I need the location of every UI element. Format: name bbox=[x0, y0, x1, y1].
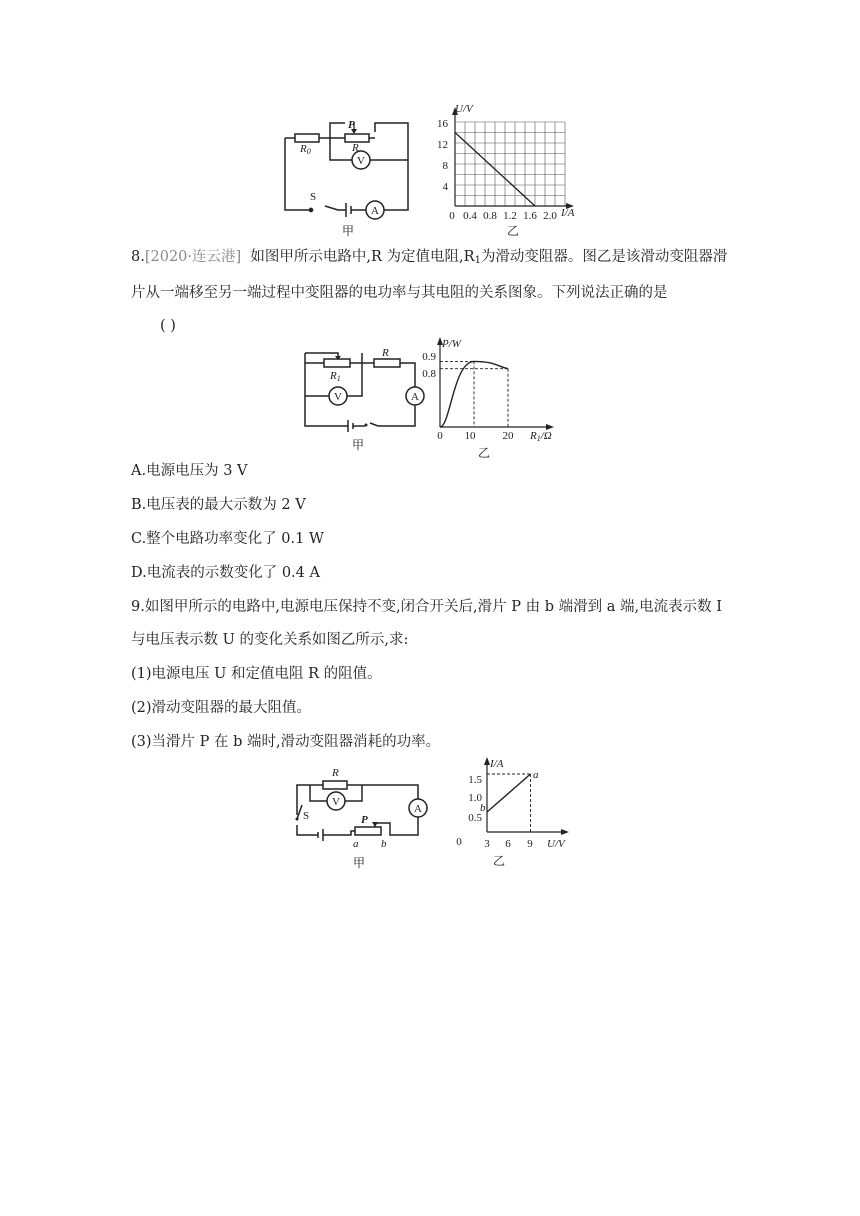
g9-ytick-15: 1.5 bbox=[468, 774, 482, 786]
g8-xlabel: R1/Ω bbox=[530, 430, 552, 443]
g7-xlabel: I/A bbox=[561, 207, 575, 219]
q8-circuit bbox=[300, 345, 425, 455]
q8-r1-label: R1 bbox=[330, 370, 341, 383]
q9-circuit bbox=[285, 763, 435, 875]
g7-ytick-4: 4 bbox=[442, 181, 448, 193]
q8-graph bbox=[420, 335, 565, 460]
q9-line1: 9.如图甲所示的电路中,电源电压保持不变,闭合开关后,滑片 P 由 b 端滑到 a 端,电流表示数 I bbox=[131, 599, 722, 615]
q8-number: 8. bbox=[131, 249, 145, 265]
q8-voltmeter-label: V bbox=[334, 391, 342, 403]
g7-xtick-16: 1.6 bbox=[523, 210, 537, 222]
q8-ammeter-label: A bbox=[411, 391, 419, 403]
g7-caption: 乙 bbox=[507, 224, 520, 238]
slider-p-label: P bbox=[348, 119, 355, 131]
q9-graph bbox=[450, 755, 575, 873]
g7-xtick-20: 2.0 bbox=[543, 210, 557, 222]
option-d: D.电流表的示数变化了 0.4 A bbox=[131, 565, 320, 581]
g7-xtick-0: 0 bbox=[449, 210, 455, 222]
q9-ammeter-label: A bbox=[414, 803, 422, 815]
g9-xtick-3: 3 bbox=[484, 838, 490, 850]
g8-ytick-08: 0.8 bbox=[422, 368, 436, 380]
q9-end-b: b bbox=[381, 838, 387, 850]
g7-ylabel: U/V bbox=[455, 103, 473, 115]
option-b: B.电压表的最大示数为 2 V bbox=[131, 497, 306, 513]
g9-data-line bbox=[487, 774, 531, 812]
fig7-circuit bbox=[280, 118, 415, 238]
answer-bracket: ( ) bbox=[160, 318, 176, 334]
switch-label: S bbox=[310, 191, 317, 203]
g8-ylabel: P/W bbox=[442, 338, 461, 350]
q8-r-label: R bbox=[382, 347, 389, 359]
g9-point-a: a bbox=[533, 769, 539, 781]
g9-ylabel: I/A bbox=[490, 758, 504, 770]
ammeter-label: A bbox=[371, 205, 379, 217]
q9-caption-jia: 甲 bbox=[353, 856, 366, 870]
g9-caption: 乙 bbox=[493, 854, 506, 868]
g8-xtick-0: 0 bbox=[437, 430, 443, 442]
q8-line2: 片从一端移至另一端过程中变阻器的电功率与其电阻的关系图象。下列说法正确的是 bbox=[131, 285, 668, 301]
q9-sub3: (3)当滑片 P 在 b 端时,滑动变阻器消耗的功率。 bbox=[131, 734, 441, 750]
g8-xtick-20: 20 bbox=[502, 430, 514, 442]
q9-sub2: (2)滑动变阻器的最大阻值。 bbox=[131, 700, 312, 716]
g8-xtick-10: 10 bbox=[464, 430, 476, 442]
g8-caption: 乙 bbox=[478, 446, 491, 460]
q9-end-a: a bbox=[353, 838, 359, 850]
fig7-graph bbox=[430, 103, 590, 238]
q9-voltmeter-label: V bbox=[332, 796, 340, 808]
g9-ytick-10: 1.0 bbox=[468, 792, 482, 804]
option-c: C.整个电路功率变化了 0.1 W bbox=[131, 531, 324, 547]
caption-jia: 甲 bbox=[342, 224, 355, 238]
g7-xtick-08: 0.8 bbox=[483, 210, 497, 222]
g9-point-b: b bbox=[480, 802, 486, 814]
q8-caption-jia: 甲 bbox=[352, 438, 365, 452]
g9-xtick-0: 0 bbox=[456, 836, 462, 848]
g9-xtick-9: 9 bbox=[527, 838, 533, 850]
g7-xtick-12: 1.2 bbox=[503, 210, 517, 222]
g7-ytick-12: 12 bbox=[437, 139, 448, 151]
q9-sub1: (1)电源电压 U 和定值电阻 R 的阻值。 bbox=[131, 666, 382, 682]
g9-ytick-05: 0.5 bbox=[468, 812, 482, 824]
q9-slider-p-label: P bbox=[361, 814, 368, 826]
g8-ytick-09: 0.9 bbox=[422, 351, 436, 363]
g7-ytick-16: 16 bbox=[437, 118, 448, 130]
g9-xtick-6: 6 bbox=[505, 838, 511, 850]
r-label: R bbox=[352, 142, 359, 154]
q9-r-label: R bbox=[332, 767, 339, 779]
g9-xlabel: U/V bbox=[547, 838, 565, 850]
q8-line1: 8.[2020·连云港] 如图甲所示电路中,R 为定值电阻$,R_1$为滑动变阻器。图乙是该滑动变阻器滑 bbox=[131, 249, 728, 266]
option-a: A.电源电压为 3 V bbox=[131, 463, 248, 479]
g7-ytick-8: 8 bbox=[442, 160, 448, 172]
q9-switch-label: S bbox=[303, 810, 310, 822]
q8-source: [2020·连云港] bbox=[144, 249, 242, 265]
g7-xtick-04: 0.4 bbox=[463, 210, 477, 222]
q9-line2: 与电压表示数 U 的变化关系如图乙所示,求: bbox=[131, 632, 409, 648]
voltmeter-label: V bbox=[357, 155, 365, 167]
r0-label: R0 bbox=[300, 143, 311, 156]
